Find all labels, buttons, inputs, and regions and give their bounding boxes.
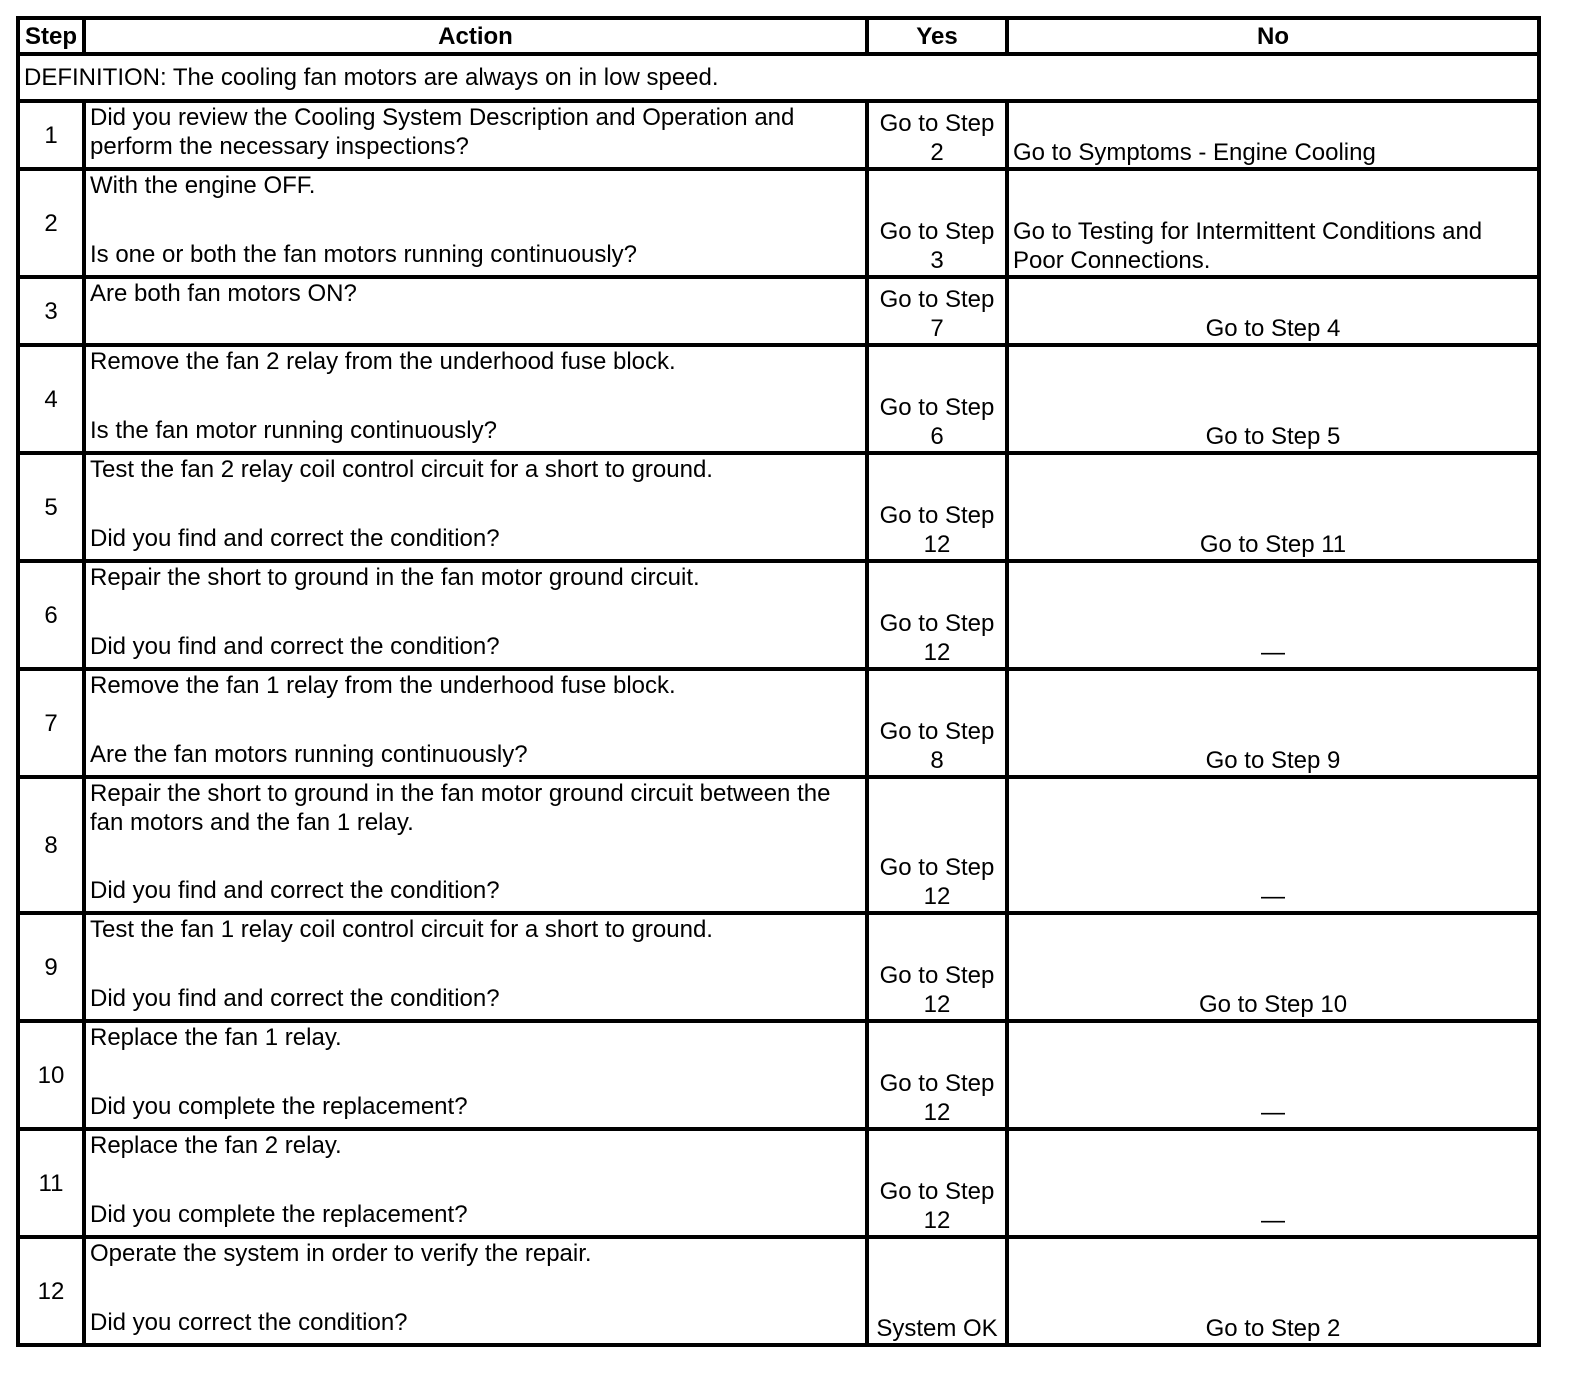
yes-cell <box>867 561 1007 669</box>
table-row <box>18 1237 1539 1345</box>
action-instruction: Repair the short to ground in the fan motor ground circuit. <box>90 564 700 591</box>
header-no: No <box>1007 18 1539 54</box>
action-cell <box>84 1237 867 1345</box>
action-instruction: Test the fan 1 relay coil control circuit for a short to ground. <box>90 916 713 943</box>
table-row <box>18 1129 1539 1237</box>
action-instruction: Replace the fan 1 relay. <box>90 1024 342 1051</box>
action-question: Did you find and correct the condition? <box>90 633 500 660</box>
step-number: 11 <box>18 1129 84 1237</box>
yes-cell <box>867 1129 1007 1237</box>
yes-label: Go to Step <box>879 1070 995 1097</box>
step-number: 9 <box>18 913 84 1021</box>
header-row <box>18 18 1539 54</box>
yes-cell <box>867 1021 1007 1129</box>
step-number: 5 <box>18 453 84 561</box>
action-instruction: With the engine OFF. <box>90 172 316 199</box>
action-cell <box>84 913 867 1021</box>
action-instruction: Are both fan motors ON? <box>90 280 357 307</box>
yes-cell <box>867 669 1007 777</box>
action-instruction: Repair the short to ground in the fan motor ground circuit between the fan motors and the fan 1 relay. <box>90 780 831 836</box>
yes-label: Go to Step <box>879 394 995 421</box>
yes-label: Go to Step <box>879 962 995 989</box>
yes-step-number: 12 <box>923 883 951 910</box>
yes-step-number: 12 <box>923 639 951 666</box>
action-cell <box>84 345 867 453</box>
yes-step-number: 8 <box>930 747 944 774</box>
table-row <box>18 777 1539 913</box>
step-number: 1 <box>18 101 84 169</box>
table-row <box>18 277 1539 345</box>
header-step: Step <box>18 18 84 54</box>
action-question: Is one or both the fan motors running continuously? <box>90 241 638 268</box>
step-number: 3 <box>18 277 84 345</box>
action-instruction: Remove the fan 1 relay from the underhood fuse block. <box>90 672 676 699</box>
table-row <box>18 453 1539 561</box>
no-cell: — <box>1007 1129 1539 1237</box>
action-instruction: Operate the system in order to verify the repair. <box>90 1240 592 1267</box>
action-question: Did you find and correct the condition? <box>90 525 500 552</box>
no-cell: Go to Step 11 <box>1007 453 1539 561</box>
header-yes: Yes <box>867 18 1007 54</box>
yes-step-number: 7 <box>930 315 944 342</box>
definition-row <box>18 54 1539 101</box>
yes-label: Go to Step <box>879 718 995 745</box>
action-cell <box>84 277 867 345</box>
action-question: Did you correct the condition? <box>90 1309 408 1336</box>
action-cell <box>84 1129 867 1237</box>
step-number: 8 <box>18 777 84 913</box>
table-row <box>18 101 1539 169</box>
yes-label: Go to Step <box>879 110 995 137</box>
action-instruction: Remove the fan 2 relay from the underhood fuse block. <box>90 348 676 375</box>
table-row <box>18 669 1539 777</box>
header-action: Action <box>84 18 867 54</box>
yes-cell <box>867 453 1007 561</box>
action-cell <box>84 669 867 777</box>
yes-step-number: 12 <box>923 1207 951 1234</box>
action-instruction: Test the fan 2 relay coil control circuit for a short to ground. <box>90 456 713 483</box>
yes-label: System OK <box>876 1315 998 1342</box>
yes-cell <box>867 1237 1007 1345</box>
action-question: Are the fan motors running continuously? <box>90 741 528 768</box>
action-instruction: Replace the fan 2 relay. <box>90 1132 342 1159</box>
yes-step-number: 3 <box>930 247 944 274</box>
no-cell: Go to Step 9 <box>1007 669 1539 777</box>
action-cell <box>84 169 867 277</box>
action-cell <box>84 561 867 669</box>
table-row <box>18 345 1539 453</box>
no-cell: — <box>1007 777 1539 913</box>
table-row <box>18 1021 1539 1129</box>
action-cell <box>84 1021 867 1129</box>
yes-label: Go to Step <box>879 502 995 529</box>
yes-step-number: 2 <box>930 139 944 166</box>
step-number: 4 <box>18 345 84 453</box>
action-cell <box>84 453 867 561</box>
yes-label: Go to Step <box>879 610 995 637</box>
step-number: 10 <box>18 1021 84 1129</box>
action-question: Did you complete the replacement? <box>90 1201 468 1228</box>
step-number: 12 <box>18 1237 84 1345</box>
yes-step-number: 12 <box>923 531 951 558</box>
action-question: Did you find and correct the condition? <box>90 985 500 1012</box>
action-instruction: Did you review the Cooling System Description and Operation and perform the necessary inspections? <box>90 104 795 160</box>
no-cell: Go to Step 4 <box>1007 277 1539 345</box>
definition-text: DEFINITION: The cooling fan motors are always on in low speed. <box>18 54 1539 101</box>
no-cell: Go to Step 10 <box>1007 913 1539 1021</box>
yes-cell <box>867 169 1007 277</box>
step-number: 2 <box>18 169 84 277</box>
table-row <box>18 561 1539 669</box>
no-cell: Go to Step 2 <box>1007 1237 1539 1345</box>
action-cell <box>84 101 867 169</box>
action-question: Is the fan motor running continuously? <box>90 417 497 444</box>
no-cell: Go to Symptoms - Engine Cooling <box>1007 101 1539 169</box>
action-cell <box>84 777 867 913</box>
yes-step-number: 6 <box>930 423 944 450</box>
no-cell: — <box>1007 1021 1539 1129</box>
yes-cell <box>867 277 1007 345</box>
table-row <box>18 169 1539 277</box>
yes-label: Go to Step <box>879 854 995 881</box>
no-cell: Go to Step 5 <box>1007 345 1539 453</box>
yes-step-number: 12 <box>923 1099 951 1126</box>
no-cell: — <box>1007 561 1539 669</box>
action-question: Did you complete the replacement? <box>90 1093 468 1120</box>
yes-cell <box>867 777 1007 913</box>
yes-cell <box>867 913 1007 1021</box>
yes-label: Go to Step <box>879 286 995 313</box>
yes-label: Go to Step <box>879 218 995 245</box>
yes-step-number: 12 <box>923 991 951 1018</box>
diagnostic-table <box>16 16 1541 1347</box>
yes-cell <box>867 101 1007 169</box>
yes-cell <box>867 345 1007 453</box>
step-number: 7 <box>18 669 84 777</box>
table-row <box>18 913 1539 1021</box>
no-cell: Go to Testing for Intermittent Conditions and Poor Connections. <box>1007 169 1539 277</box>
yes-label: Go to Step <box>879 1178 995 1205</box>
step-number: 6 <box>18 561 84 669</box>
action-question: Did you find and correct the condition? <box>90 877 500 904</box>
